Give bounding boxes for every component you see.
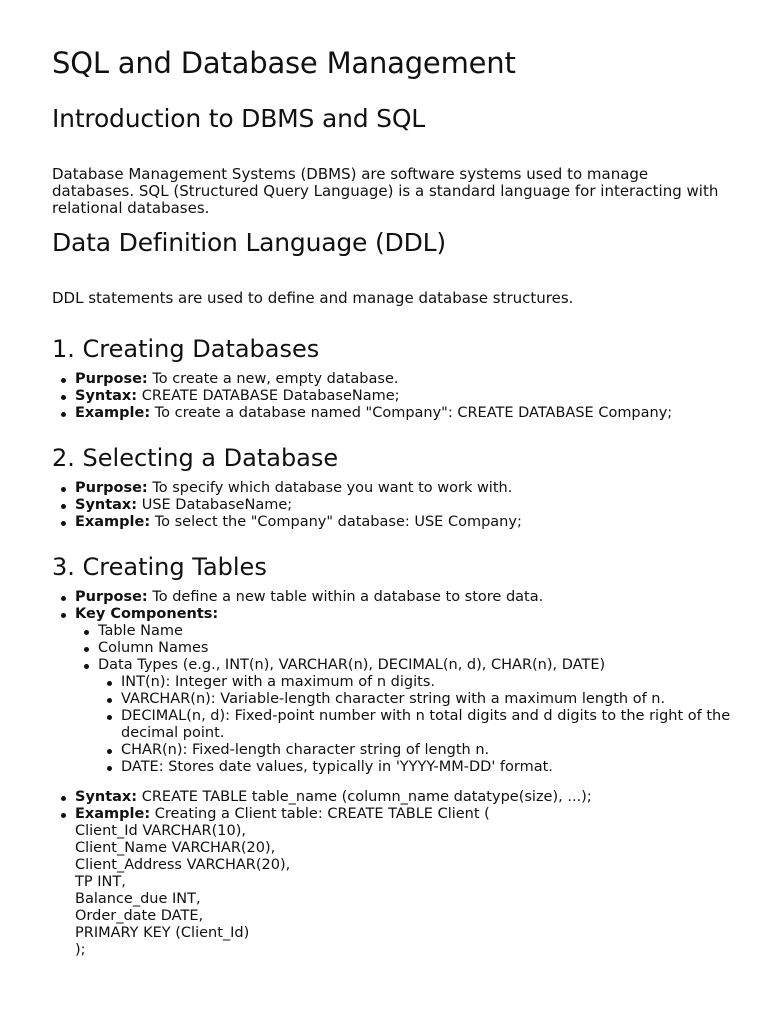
label: Purpose:	[75, 480, 148, 496]
list-item: DECIMAL(n, d): Fixed-point number with n total digits and d digits to the right of the decimal point.	[52, 708, 732, 742]
label: Key Components:	[75, 606, 219, 622]
code-line: TP INT,	[75, 874, 126, 890]
code-line: Client_Id VARCHAR(10),	[75, 823, 246, 839]
list-item: Table Name	[52, 623, 732, 640]
list-item	[52, 388, 732, 405]
label: Example:	[75, 806, 151, 822]
list-item	[52, 514, 732, 531]
text: CREATE TABLE table_name (column_name datatype(size), ...);	[137, 789, 592, 805]
list-item	[52, 405, 732, 422]
code-line: Order_date DATE,	[75, 908, 204, 924]
ddl-paragraph: DDL statements are used to define and manage database structures.	[52, 289, 574, 307]
code-line: Client_Address VARCHAR(20),	[75, 857, 291, 873]
creating-databases-list	[52, 371, 732, 422]
label: Example:	[75, 514, 151, 530]
intro-paragraph: Database Management Systems (DBMS) are software systems used to manage databases. SQL (Structured Query Language) is a standard language for interacting with relational databases.	[52, 165, 719, 217]
list-item	[52, 806, 732, 823]
text: To define a new table within a database to store data.	[147, 589, 544, 605]
list-item	[52, 606, 732, 623]
code-line: Balance_due INT,	[75, 891, 201, 907]
text: Creating a Client table: CREATE TABLE Client (	[150, 806, 490, 822]
list-item: Data Types (e.g., INT(n), VARCHAR(n), DECIMAL(n, d), CHAR(n), DATE)	[52, 657, 732, 674]
label: Syntax:	[75, 789, 138, 805]
label: Example:	[75, 405, 151, 421]
code-line: );	[75, 942, 86, 958]
section-creating-tables-heading: 3. Creating Tables	[52, 553, 267, 581]
list-item	[52, 480, 732, 497]
section-creating-databases-heading: 1. Creating Databases	[52, 335, 320, 363]
list-item: CHAR(n): Fixed-length character string of length n.	[52, 742, 732, 759]
text: To create a new, empty database.	[147, 371, 399, 387]
list-item: VARCHAR(n): Variable-length character string with a maximum length of n.	[52, 691, 732, 708]
section-selecting-database-heading: 2. Selecting a Database	[52, 444, 339, 472]
text: CREATE DATABASE DatabaseName;	[137, 388, 400, 404]
ddl-heading: Data Definition Language (DDL)	[52, 228, 446, 257]
code-line: Client_Name VARCHAR(20),	[75, 840, 276, 856]
text: To create a database named "Company": CREATE DATABASE Company;	[150, 405, 673, 421]
text: To specify which database you want to work with.	[147, 480, 513, 496]
intro-heading: Introduction to DBMS and SQL	[52, 104, 426, 133]
list-item: DATE: Stores date values, typically in 'YYYY-MM-DD' format.	[52, 759, 732, 776]
label: Syntax:	[75, 388, 138, 404]
creating-tables-list	[52, 589, 732, 776]
list-item	[52, 589, 732, 606]
selecting-database-list	[52, 480, 732, 531]
list-item: Column Names	[52, 640, 732, 657]
label: Purpose:	[75, 589, 148, 605]
text: To select the "Company" database: USE Company;	[150, 514, 522, 530]
list-item	[52, 371, 732, 388]
list-item	[52, 789, 732, 806]
text: USE DatabaseName;	[137, 497, 293, 513]
creating-tables-syntax-list	[52, 789, 732, 959]
code-line: PRIMARY KEY (Client_Id)	[75, 925, 250, 941]
label: Purpose:	[75, 371, 148, 387]
page-title: SQL and Database Management	[52, 46, 516, 80]
list-item: INT(n): Integer with a maximum of n digits.	[52, 674, 732, 691]
list-item	[52, 497, 732, 514]
label: Syntax:	[75, 497, 138, 513]
